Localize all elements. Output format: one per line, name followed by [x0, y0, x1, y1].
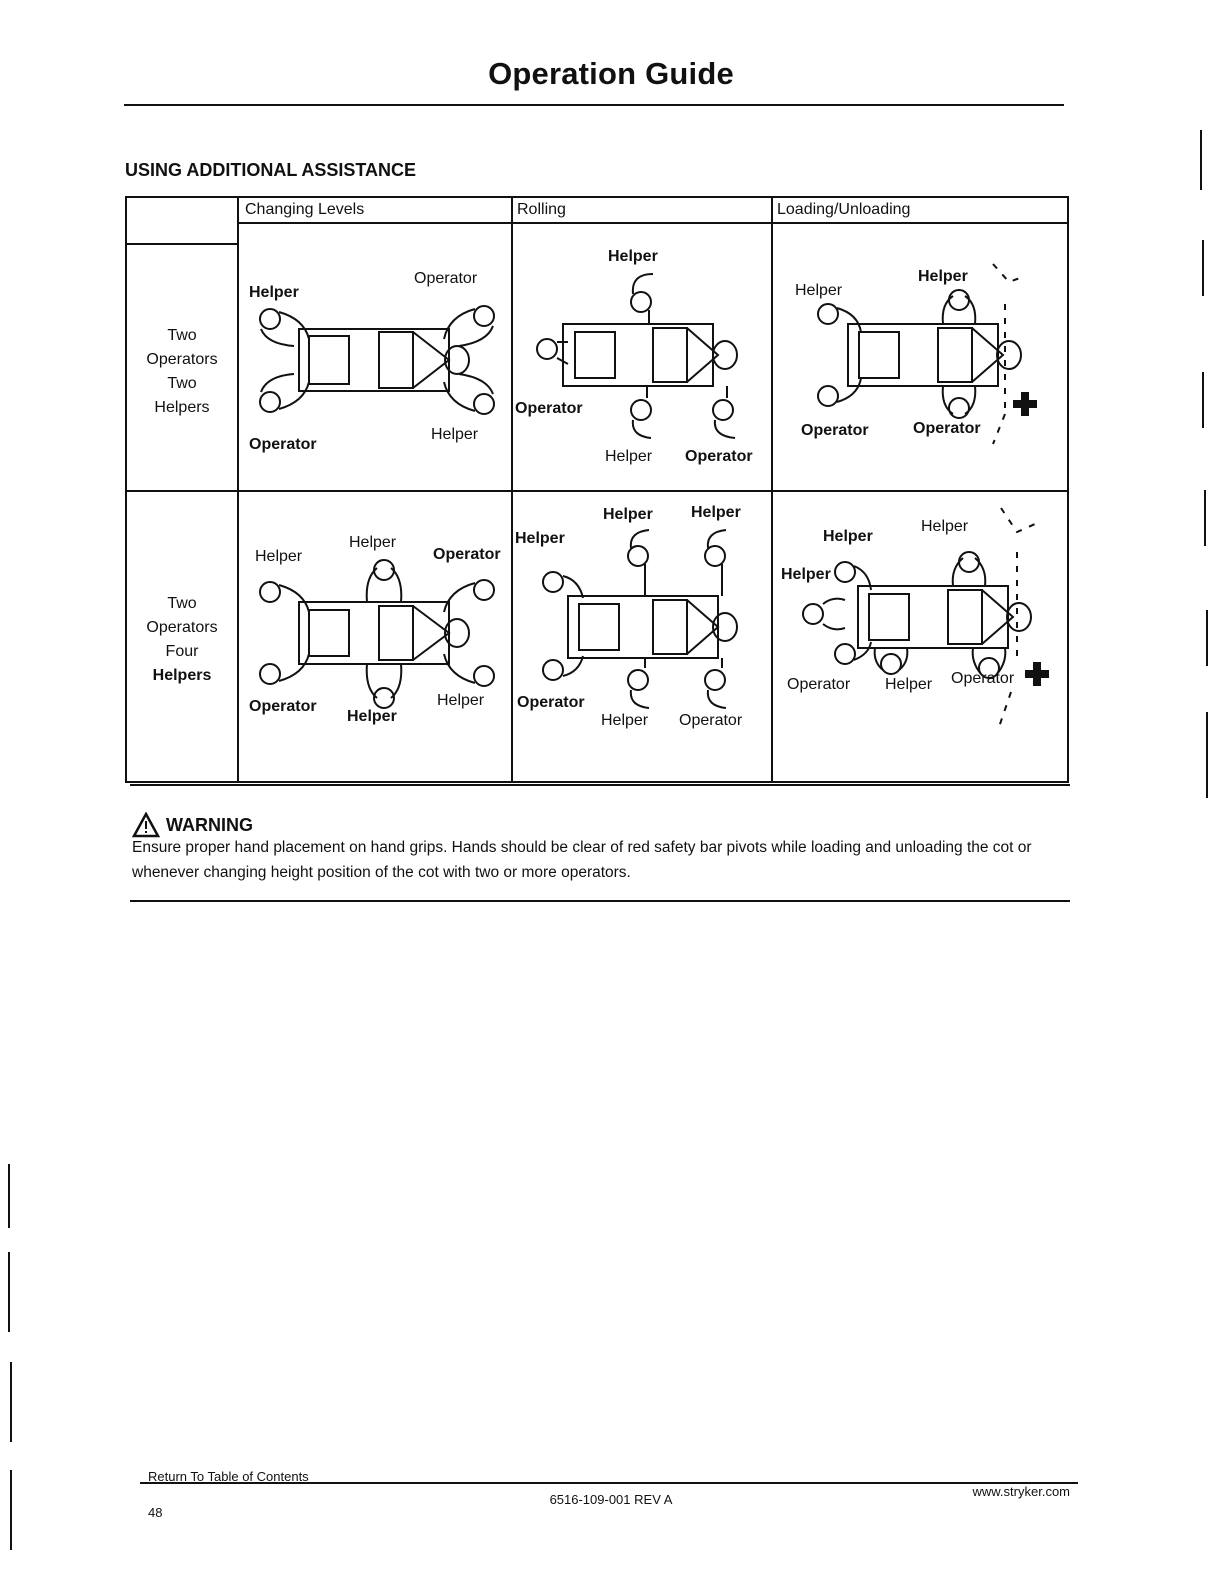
person-top-view-icon: [835, 562, 855, 582]
role-label: Operator: [414, 270, 478, 287]
section-heading: USING ADDITIONAL ASSISTANCE: [125, 160, 417, 180]
margin-mark: [1202, 372, 1204, 428]
role-label: Operator: [913, 420, 981, 437]
person-top-view-icon: [374, 560, 394, 580]
cot-top-view-icon: [299, 329, 449, 391]
role-label: Helper: [605, 448, 653, 465]
page-number: 48: [148, 1505, 163, 1520]
margin-mark: [1206, 610, 1208, 666]
person-top-view-icon: [543, 572, 563, 592]
person-top-view-icon: [713, 400, 733, 420]
website-link[interactable]: www.stryker.com: [972, 1484, 1070, 1499]
red-cross-icon: [1013, 392, 1037, 416]
role-label: Helper: [601, 712, 649, 729]
role-label: Helper: [255, 548, 303, 565]
cot-top-view-icon: [299, 602, 449, 664]
cot-top-view-icon: [848, 324, 998, 386]
role-label: Helper: [249, 284, 299, 301]
row-header-four-helpers: [127, 592, 237, 688]
margin-mark: [10, 1362, 12, 1442]
cell-r1-loading-unloading: [773, 224, 1065, 490]
row-header-line: Two: [167, 375, 197, 392]
role-label: Helper: [515, 530, 565, 547]
role-label: Helper: [781, 566, 831, 583]
margin-mark: [1200, 130, 1202, 190]
cell-r2-changing-levels: [239, 492, 511, 779]
column-header-rolling: Rolling: [517, 201, 566, 218]
role-label: Operator: [249, 698, 317, 715]
person-top-view-icon: [537, 339, 557, 359]
person-top-view-icon: [818, 386, 838, 406]
person-top-view-icon: [705, 670, 725, 690]
row-header-line: Operators: [146, 351, 218, 368]
role-label: Helper: [691, 504, 741, 521]
red-cross-icon: [1025, 662, 1049, 686]
role-label: Helper: [885, 676, 933, 693]
warning-title: WARNING: [166, 814, 253, 835]
person-top-view-icon: [260, 309, 280, 329]
cot-top-view-icon: [563, 324, 713, 386]
role-label: Helper: [608, 248, 658, 265]
warning-text: Ensure proper hand placement on hand grips. Hands should be clear of red safety bar pivots while loading and unloading the cot or whenever changing height position of the cot with two or more operators.: [132, 839, 1032, 881]
role-label: Helper: [823, 528, 873, 545]
assistance-table: [125, 196, 1069, 783]
person-top-view-icon: [631, 400, 651, 420]
person-top-view-icon: [949, 290, 969, 310]
role-label: Operator: [517, 694, 585, 711]
role-label: Helper: [921, 518, 969, 535]
role-label: Operator: [801, 422, 869, 439]
document-number: 6516-109-001 REV A: [549, 1492, 673, 1507]
role-label: Operator: [515, 400, 583, 417]
person-top-view-icon: [260, 392, 280, 412]
person-top-view-icon: [835, 644, 855, 664]
row-header-line: Two: [167, 327, 197, 344]
cell-r2-loading-unloading: [773, 492, 1065, 779]
role-label: Operator: [685, 448, 753, 465]
person-top-view-icon: [705, 546, 725, 566]
person-top-view-icon: [474, 580, 494, 600]
cot-top-view-icon: [858, 586, 1008, 648]
margin-mark: [1204, 490, 1206, 546]
person-top-view-icon: [474, 394, 494, 414]
table-divider: [127, 243, 237, 245]
person-top-view-icon: [474, 306, 494, 326]
role-label: Operator: [679, 712, 743, 729]
person-top-view-icon: [949, 398, 969, 418]
role-label: Operator: [249, 436, 317, 453]
role-label: Operator: [951, 670, 1015, 687]
role-label: Helper: [431, 426, 479, 443]
row-header-line: Helpers: [152, 667, 212, 684]
person-top-view-icon: [543, 660, 563, 680]
cot-top-view-icon: [568, 596, 718, 658]
row-header-line: Helpers: [154, 399, 210, 416]
role-label: Helper: [349, 534, 397, 551]
person-top-view-icon: [803, 604, 823, 624]
row-header-line: Operators: [146, 619, 218, 636]
warning-rule-bottom: [130, 900, 1070, 902]
person-top-view-icon: [881, 654, 901, 674]
table-of-contents-link[interactable]: Return To Table of Contents: [148, 1469, 309, 1484]
row-header-line: Four: [165, 643, 199, 660]
warning-rule-top: [130, 784, 1070, 786]
footer-rule: [140, 1482, 1078, 1484]
margin-mark: [8, 1252, 10, 1332]
person-top-view-icon: [959, 552, 979, 572]
role-label: Operator: [433, 546, 501, 563]
role-label: Helper: [347, 708, 397, 725]
margin-mark: [8, 1164, 10, 1228]
column-header-loading-unloading: Loading/Unloading: [777, 201, 911, 218]
role-label: Helper: [795, 282, 843, 299]
cell-r1-rolling: [513, 224, 771, 490]
role-label: Helper: [918, 268, 968, 285]
row-header-two-helpers: [127, 324, 237, 420]
person-top-view-icon: [474, 666, 494, 686]
row-header-line: Two: [167, 595, 197, 612]
page-title: Operation Guide: [488, 56, 734, 91]
role-label: Helper: [437, 692, 485, 709]
person-top-view-icon: [628, 546, 648, 566]
margin-mark: [10, 1470, 12, 1550]
margin-mark: [1206, 712, 1208, 798]
person-top-view-icon: [260, 664, 280, 684]
person-top-view-icon: [260, 582, 280, 602]
margin-mark: [1202, 240, 1204, 296]
role-label: Helper: [603, 506, 653, 523]
header-rule: [124, 104, 1064, 106]
person-top-view-icon: [628, 670, 648, 690]
person-top-view-icon: [631, 292, 651, 312]
cot-diagram: [773, 492, 1065, 779]
cell-r1-changing-levels: [239, 224, 511, 490]
column-header-changing-levels: Changing Levels: [245, 201, 365, 218]
role-label: Operator: [787, 676, 851, 693]
cot-diagram: [773, 224, 1065, 490]
cell-r2-rolling: [513, 492, 771, 779]
person-top-view-icon: [818, 304, 838, 324]
